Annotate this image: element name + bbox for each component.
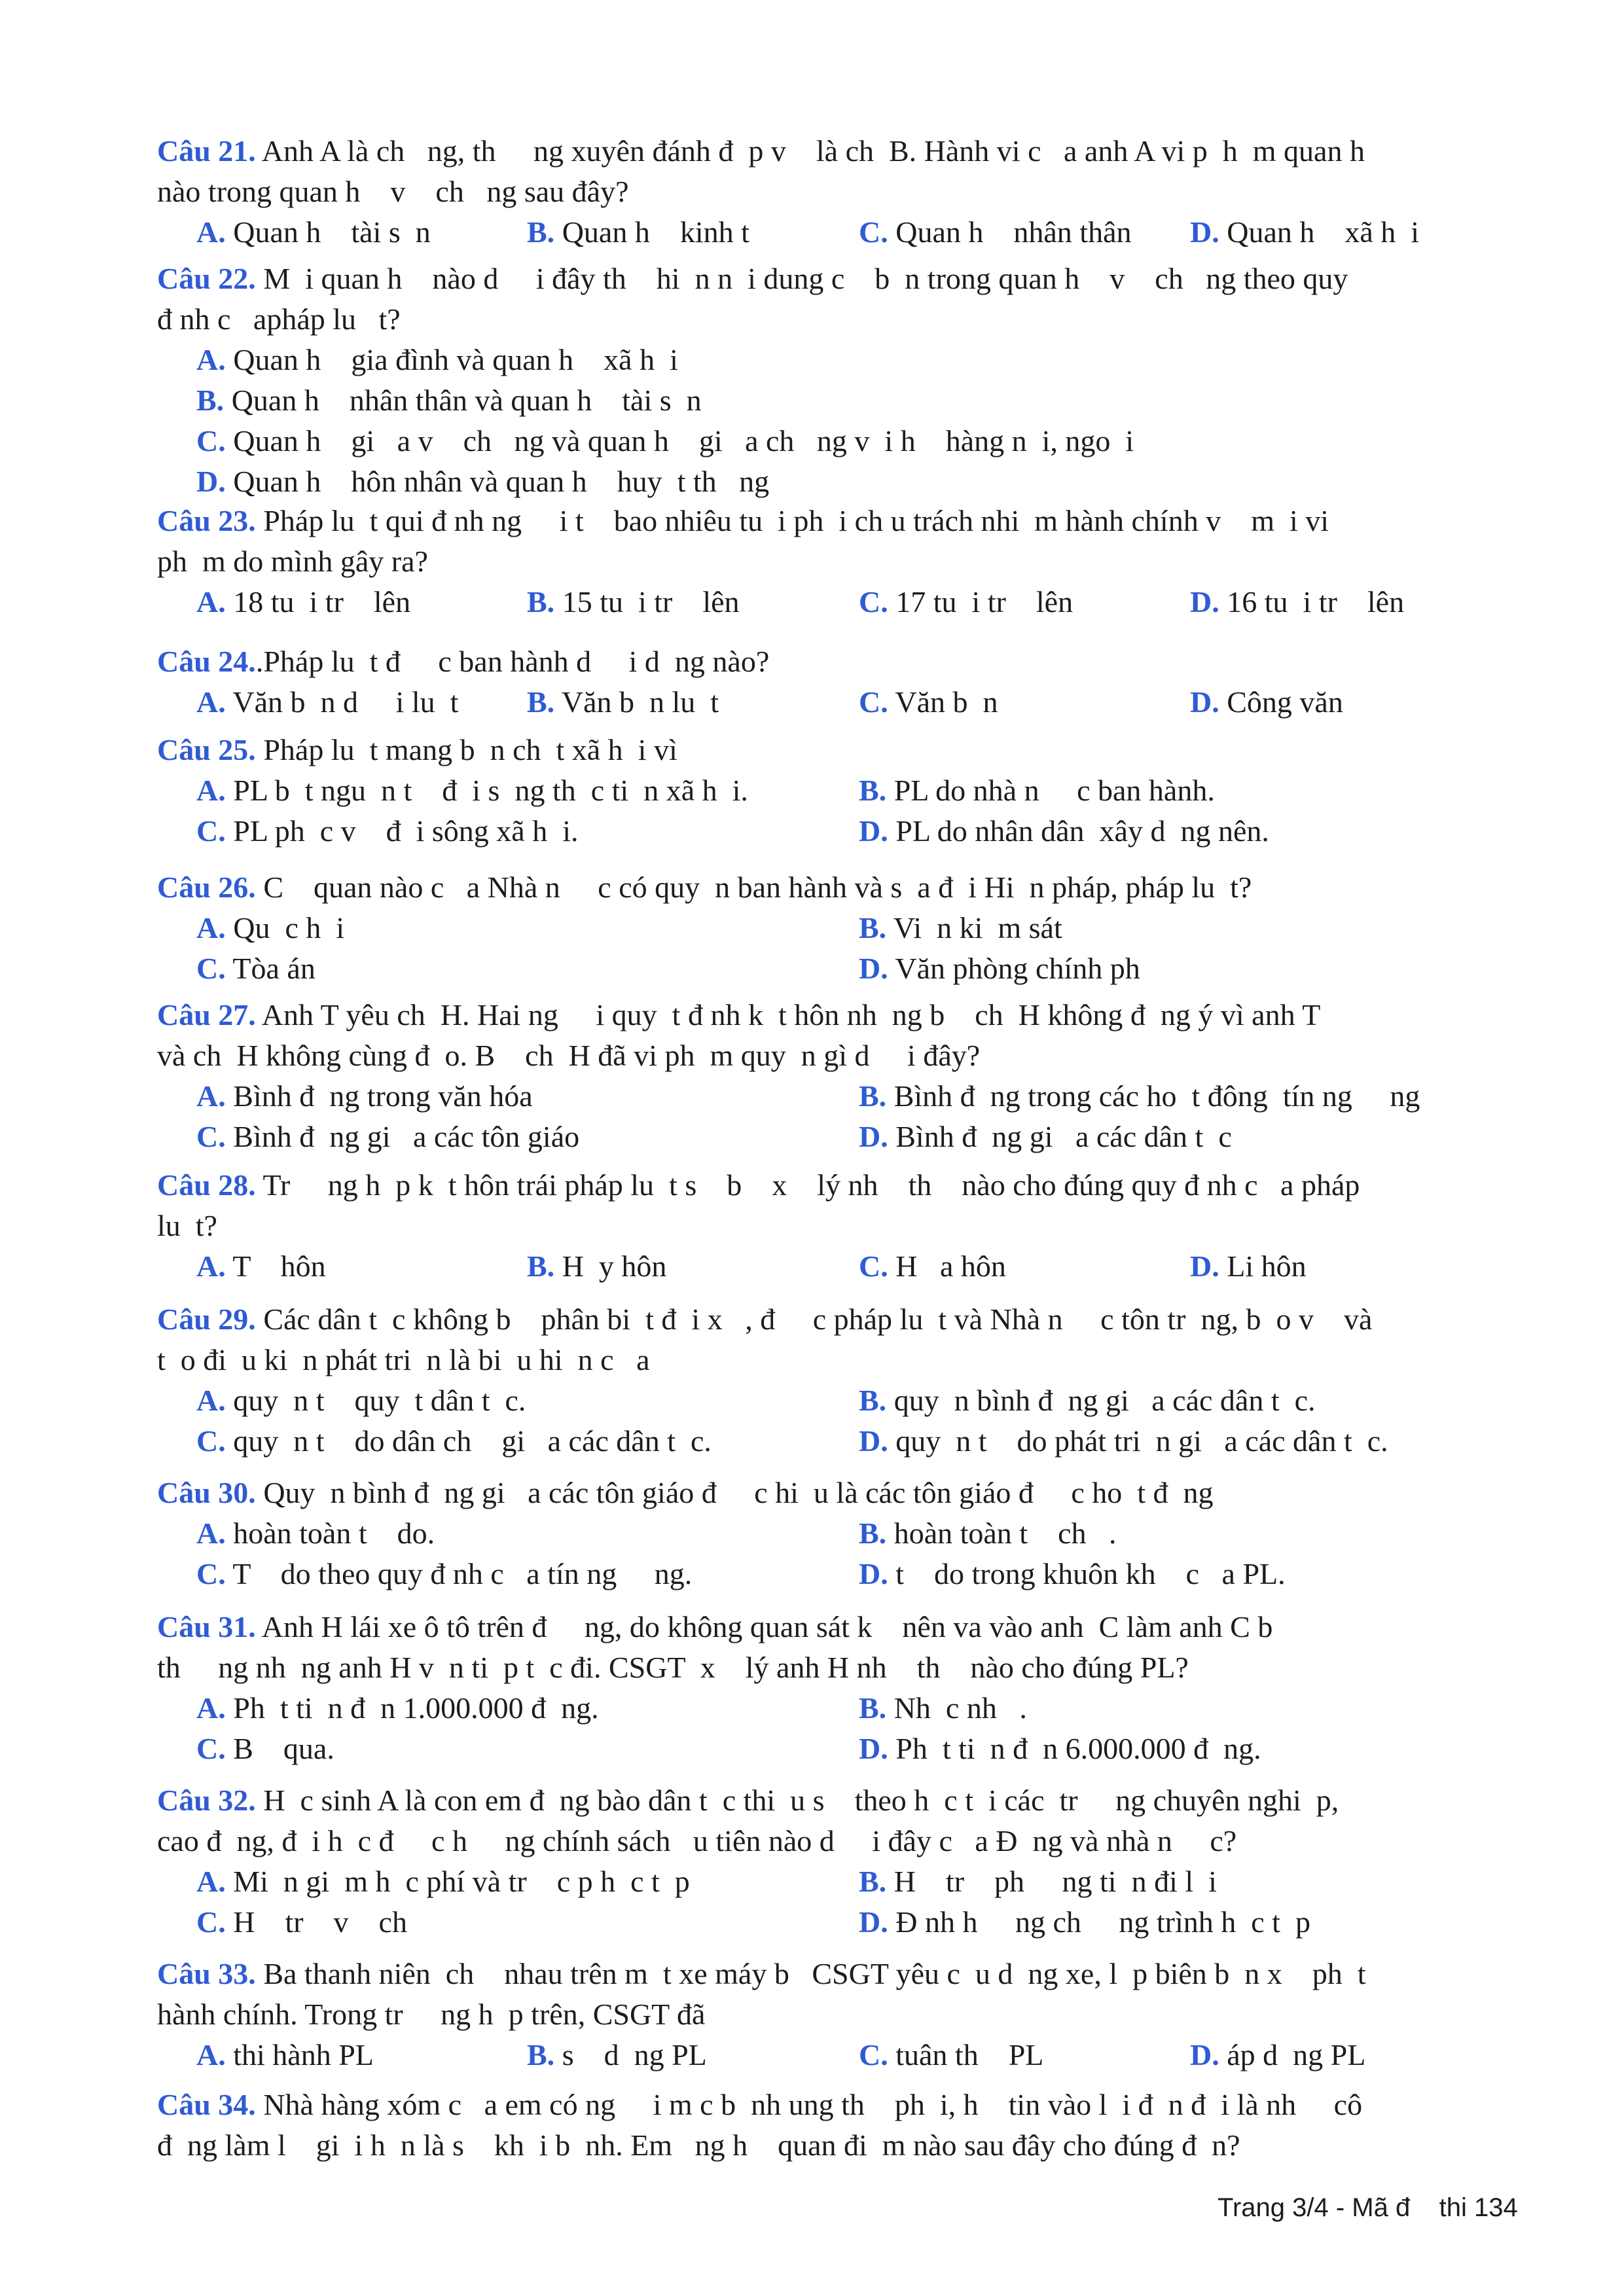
question-text-line	[157, 1607, 1558, 1647]
question-text-line	[157, 541, 1558, 582]
option-letter: D.	[859, 814, 888, 848]
option-letter: A.	[196, 911, 226, 944]
answer-option[interactable]	[859, 770, 1215, 811]
answer-option[interactable]	[196, 212, 431, 253]
option-letter: C.	[196, 1424, 226, 1458]
answer-option[interactable]	[196, 1688, 599, 1729]
option-row	[0, 1421, 1624, 1462]
answer-option[interactable]	[196, 1902, 407, 1943]
option-text: Văn phòng chính ph	[888, 952, 1140, 985]
option-text: Quan h hôn nhân và quan h huy t th ng	[225, 465, 770, 498]
question-text: Anh H lái xe ô tô trên đ ng, do không quan sát k nên va vào anh C làm anh C b	[255, 1610, 1273, 1643]
option-letter: C.	[196, 1732, 226, 1765]
option-text: PL do nhân dân xây d ng nên.	[888, 814, 1269, 848]
answer-option[interactable]	[1190, 682, 1343, 723]
option-letter: B.	[527, 215, 555, 249]
answer-option[interactable]	[196, 682, 458, 723]
option-letter: D.	[859, 1120, 888, 1153]
option-row	[0, 1688, 1624, 1729]
option-text: Ph t ti n đ n 1.000.000 đ ng.	[225, 1691, 599, 1725]
question-number: Câu 23.	[157, 504, 256, 537]
answer-option[interactable]	[859, 811, 1269, 852]
option-letter: A.	[196, 585, 226, 619]
option-text: Đ nh h ng ch ng trình h c t p	[888, 1905, 1310, 1939]
option-letter: D.	[859, 1905, 888, 1939]
option-letter: A.	[196, 1865, 226, 1898]
answer-option[interactable]	[196, 1076, 533, 1117]
answer-option[interactable]	[859, 582, 1073, 622]
option-text: Ph t ti n đ n 6.000.000 đ ng.	[888, 1732, 1261, 1765]
option-text: quy n t quy t dân t c.	[225, 1384, 526, 1417]
answer-option[interactable]	[859, 212, 1132, 253]
answer-option[interactable]	[859, 1513, 1117, 1554]
question-text: nào trong quan h v ch ng sau đây?	[157, 175, 629, 208]
answer-option[interactable]	[859, 1076, 1420, 1117]
option-row	[0, 380, 1624, 421]
option-letter: B.	[527, 1249, 555, 1283]
option-text: H tr ph ng ti n đi l i	[886, 1865, 1217, 1898]
answer-option[interactable]	[859, 1729, 1261, 1769]
question-number: Câu 31.	[157, 1610, 256, 1643]
option-row	[0, 2035, 1624, 2075]
answer-option[interactable]	[859, 2035, 1043, 2075]
answer-option[interactable]	[527, 1246, 666, 1287]
question-text-line	[157, 1299, 1558, 1340]
option-row	[0, 1117, 1624, 1157]
option-text: 18 tu i tr lên	[225, 585, 411, 619]
answer-option[interactable]	[196, 908, 344, 948]
option-letter: A.	[196, 774, 226, 807]
question-text-line	[157, 641, 1558, 682]
question-number: Câu 28.	[157, 1168, 256, 1202]
question-text-line	[157, 1206, 1558, 1246]
answer-option[interactable]	[196, 811, 579, 852]
question-text: Tr ng h p k t hôn trái pháp lu t s b x lý nh th nào cho đúng quy đ nh c a pháp	[255, 1168, 1360, 1202]
question-number: Câu 26.	[157, 870, 256, 904]
question-text: M i quan h nào d i đây th hi n n i dung c b n trong quan h v ch ng theo quy	[255, 262, 1348, 295]
answer-option[interactable]	[196, 582, 410, 622]
option-letter: A.	[196, 1079, 226, 1113]
option-row	[0, 582, 1624, 622]
question-number: Câu 29.	[157, 1302, 256, 1336]
option-text: Quan h nhân thân	[888, 215, 1132, 249]
option-letter: A.	[196, 1384, 226, 1417]
question-number: Câu 25.	[157, 733, 256, 766]
option-text: PL b t ngu n t đ i s ng th c ti n xã h i.	[225, 774, 748, 807]
option-letter: B.	[527, 685, 555, 719]
answer-option[interactable]	[527, 212, 749, 253]
option-letter: A.	[196, 215, 226, 249]
question-text-line	[157, 995, 1558, 1035]
question-text: đ nh c apháp lu t?	[157, 302, 401, 336]
answer-option[interactable]	[527, 582, 740, 622]
question-text-line	[157, 131, 1558, 171]
option-text: Qu c h i	[225, 911, 345, 944]
question-text: Nhà hàng xóm c a em có ng i m c b nh ung th ph i, h tin vào l i đ n đ i là nh cô	[255, 2088, 1363, 2121]
answer-option[interactable]	[859, 682, 998, 723]
question-text-line	[157, 1035, 1558, 1076]
option-row	[0, 1513, 1624, 1554]
answer-option[interactable]	[859, 1902, 1310, 1943]
answer-option[interactable]	[196, 1513, 435, 1554]
option-letter: C.	[196, 424, 226, 457]
question-text: và ch H không cùng đ o. B ch H đã vi ph m quy n gì d i đây?	[157, 1039, 981, 1072]
question-text: H c sinh A là con em đ ng bào dân t c thi u s theo h c t i các tr ng chuyên nghi p,	[255, 1784, 1339, 1817]
option-text: quy n t do dân ch gi a các dân t c.	[225, 1424, 712, 1458]
option-letter: B.	[527, 2038, 555, 2072]
option-text: hoàn toàn t ch .	[886, 1516, 1117, 1550]
option-text: H y hôn	[554, 1249, 667, 1283]
option-letter: B.	[859, 774, 887, 807]
question-text-line	[157, 1994, 1558, 2035]
option-text: Quan h kinh t	[554, 215, 749, 249]
question-text: Các dân t c không b phân bi t đ i x , đ c pháp lu t và Nhà n c tôn tr ng, b o v và	[255, 1302, 1373, 1336]
option-letter: D.	[1190, 685, 1219, 719]
answer-option[interactable]	[196, 770, 748, 811]
option-text: 15 tu i tr lên	[554, 585, 740, 619]
option-text: t do trong khuôn kh c a PL.	[888, 1557, 1286, 1590]
question-number: Câu 30.	[157, 1476, 256, 1509]
question-text-line	[157, 867, 1558, 908]
option-text: PL do nhà n c ban hành.	[886, 774, 1215, 807]
question-text: .Pháp lu t đ c ban hành d i d ng nào?	[255, 645, 770, 678]
option-row	[0, 421, 1624, 461]
option-row	[0, 461, 1624, 502]
option-letter: A.	[196, 343, 226, 376]
answer-option[interactable]	[1190, 1246, 1307, 1287]
option-row	[0, 212, 1624, 253]
question-text-line	[157, 259, 1558, 299]
option-letter: D.	[1190, 215, 1219, 249]
answer-option[interactable]	[196, 1554, 692, 1594]
question-number: Câu 24.	[157, 645, 256, 678]
option-text: Quan h tài s n	[225, 215, 431, 249]
option-text: Quan h nhân thân và quan h tài s n	[224, 384, 702, 417]
question-text-line	[157, 1340, 1558, 1380]
option-letter: D.	[1190, 585, 1219, 619]
question-text: ph m do mình gây ra?	[157, 545, 428, 578]
option-text: Vi n ki m sát	[886, 911, 1062, 944]
option-text: s d ng PL	[554, 2038, 707, 2072]
option-text: tuân th PL	[888, 2038, 1044, 2072]
answer-option[interactable]	[1190, 212, 1419, 253]
option-text: Văn b n d i lu t	[225, 685, 459, 719]
option-letter: D.	[196, 465, 226, 498]
option-row	[0, 1076, 1624, 1117]
answer-option[interactable]	[859, 1117, 1232, 1157]
option-text: Bình đ ng gi a các tôn giáo	[225, 1120, 580, 1153]
option-letter: A.	[196, 685, 226, 719]
option-text: Bình đ ng gi a các dân t c	[888, 1120, 1232, 1153]
question-text: hành chính. Trong tr ng h p trên, CSGT đã	[157, 1998, 706, 2031]
option-letter: A.	[196, 1249, 226, 1283]
answer-option[interactable]	[196, 421, 1134, 461]
option-text: B qua.	[225, 1732, 334, 1765]
option-letter: C.	[859, 685, 888, 719]
question-number: Câu 33.	[157, 1957, 256, 1990]
question-text-line	[157, 1165, 1558, 1206]
option-letter: C.	[196, 952, 226, 985]
option-letter: B.	[527, 585, 555, 619]
answer-option[interactable]	[196, 1380, 526, 1421]
option-text: thi hành PL	[225, 2038, 374, 2072]
question-text-line	[157, 1647, 1558, 1688]
answer-option[interactable]	[196, 1117, 579, 1157]
option-row	[0, 682, 1624, 723]
option-letter: B.	[859, 1079, 887, 1113]
question-text-line	[157, 2085, 1558, 2125]
option-text: Bình đ ng trong văn hóa	[225, 1079, 533, 1113]
answer-option[interactable]	[859, 1861, 1217, 1902]
question-text: Anh T yêu ch H. Hai ng i quy t đ nh k t hôn nh ng b ch H không đ ng ý vì anh T	[255, 998, 1321, 1031]
question-text: Pháp lu t qui đ nh ng i t bao nhiêu tu i ph i ch u trách nhi m hành chính v m i vi	[255, 504, 1329, 537]
answer-option[interactable]	[859, 1246, 1006, 1287]
answer-option[interactable]	[1190, 2035, 1365, 2075]
option-letter: D.	[1190, 2038, 1219, 2072]
option-letter: C.	[859, 1249, 888, 1283]
answer-option[interactable]	[527, 682, 719, 723]
answer-option[interactable]	[859, 1688, 1027, 1729]
option-text: quy n bình đ ng gi a các dân t c.	[886, 1384, 1316, 1417]
question-text: lu t?	[157, 1209, 217, 1242]
option-letter: C.	[859, 2038, 888, 2072]
question-text: Quy n bình đ ng gi a các tôn giáo đ c hi u là các tôn giáo đ c ho t đ ng	[255, 1476, 1214, 1509]
answer-option[interactable]	[196, 948, 316, 989]
option-letter: B.	[196, 384, 225, 417]
option-text: Công văn	[1219, 685, 1343, 719]
option-text: Mi n gi m h c phí và tr c p h c t p	[225, 1865, 690, 1898]
question-number: Câu 21.	[157, 134, 256, 168]
answer-option[interactable]	[196, 2035, 374, 2075]
answer-option[interactable]	[196, 340, 678, 380]
answer-option[interactable]	[859, 1554, 1286, 1594]
question-number: Câu 27.	[157, 998, 256, 1031]
option-row	[0, 770, 1624, 811]
option-letter: D.	[859, 1732, 888, 1765]
question-number: Câu 22.	[157, 262, 256, 295]
answer-option[interactable]	[859, 1421, 1388, 1462]
option-text: Quan h gia đình và quan h xã h i	[225, 343, 678, 376]
option-row	[0, 811, 1624, 852]
option-letter: B.	[859, 1384, 887, 1417]
answer-option[interactable]	[196, 461, 769, 502]
option-text: Nh c nh .	[886, 1691, 1027, 1725]
option-text: T do theo quy đ nh c a tín ng ng.	[225, 1557, 693, 1590]
answer-option[interactable]	[196, 1421, 712, 1462]
option-row	[0, 1902, 1624, 1943]
option-text: T hôn	[225, 1249, 326, 1283]
answer-option[interactable]	[1190, 582, 1404, 622]
option-text: Quan h gi a v ch ng và quan h gi a ch ng v i h hàng n i, ngo i	[225, 424, 1134, 457]
question-text: Anh A là ch ng, th ng xuyên đánh đ p v là ch B. Hành vi c a anh A vi p h m quan h	[255, 134, 1365, 168]
option-text: Bình đ ng trong các ho t đông tín ng ng	[886, 1079, 1420, 1113]
option-text: quy n t do phát tri n gi a các dân t c.	[888, 1424, 1388, 1458]
option-letter: A.	[196, 2038, 226, 2072]
question-text: cao đ ng, đ i h c đ c h ng chính sách u tiên nào d i đây c a Đ ng và nhà n c?	[157, 1824, 1237, 1857]
question-text-line	[157, 1954, 1558, 1994]
option-letter: C.	[196, 1557, 226, 1590]
option-letter: D.	[859, 1557, 888, 1590]
question-text: Ba thanh niên ch nhau trên m t xe máy b CSGT yêu c u d ng xe, l p biên b n x ph t	[255, 1957, 1366, 1990]
option-row	[0, 1246, 1624, 1287]
option-letter: B.	[859, 1691, 887, 1725]
option-letter: C.	[859, 215, 888, 249]
option-letter: B.	[859, 1865, 887, 1898]
option-text: 16 tu i tr lên	[1219, 585, 1405, 619]
answer-option[interactable]	[527, 2035, 707, 2075]
option-text: Quan h xã h i	[1219, 215, 1420, 249]
option-row	[0, 1861, 1624, 1902]
question-text-line	[157, 501, 1558, 541]
option-letter: B.	[859, 911, 887, 944]
question-text-line	[157, 2125, 1558, 2166]
answer-option[interactable]	[859, 908, 1062, 948]
question-text-line	[157, 730, 1558, 770]
answer-option[interactable]	[859, 1380, 1316, 1421]
option-letter: D.	[1190, 1249, 1219, 1283]
question-text: t o đi u ki n phát tri n là bi u hi n c a	[157, 1343, 650, 1376]
option-row	[0, 340, 1624, 380]
option-row	[0, 948, 1624, 989]
question-text-line	[157, 171, 1558, 212]
option-text: H a hôn	[888, 1249, 1006, 1283]
option-letter: A.	[196, 1516, 226, 1550]
option-text: Li hôn	[1219, 1249, 1307, 1283]
question-number: Câu 32.	[157, 1784, 256, 1817]
question-text-line	[157, 1780, 1558, 1821]
answer-option[interactable]	[196, 1861, 690, 1902]
option-letter: A.	[196, 1691, 226, 1725]
question-text: đ ng làm l gi i h n là s kh i b nh. Em ng h quan đi m nào sau đây cho đúng đ n?	[157, 2128, 1240, 2162]
option-letter: C.	[196, 814, 226, 848]
option-letter: C.	[859, 585, 888, 619]
question-text: Pháp lu t mang b n ch t xã h i vì	[255, 733, 677, 766]
option-row	[0, 1380, 1624, 1421]
option-row	[0, 1729, 1624, 1769]
option-row	[0, 908, 1624, 948]
page-footer: Trang 3/4 - Mã đ thi 134	[1218, 2193, 1518, 2222]
option-letter: C.	[196, 1905, 226, 1939]
question-text-line	[157, 299, 1558, 340]
option-text: hoàn toàn t do.	[225, 1516, 435, 1550]
option-row	[0, 1554, 1624, 1594]
question-text: C quan nào c a Nhà n c có quy n ban hành và s a đ i Hi n pháp, pháp lu t?	[255, 870, 1252, 904]
question-number: Câu 34.	[157, 2088, 256, 2121]
answer-option[interactable]	[196, 1246, 326, 1287]
option-letter: D.	[859, 952, 888, 985]
answer-option[interactable]	[196, 380, 702, 421]
option-text: H tr v ch	[225, 1905, 407, 1939]
question-text-line	[157, 1821, 1558, 1861]
option-text: Văn b n lu t	[554, 685, 719, 719]
option-text: áp d ng PL	[1219, 2038, 1366, 2072]
option-text: PL ph c v đ i sông xã h i.	[225, 814, 579, 848]
question-text: th ng nh ng anh H v n ti p t c đi. CSGT x lý anh H nh th nào cho đúng PL?	[157, 1651, 1189, 1684]
answer-option[interactable]	[196, 1729, 334, 1769]
option-letter: C.	[196, 1120, 226, 1153]
option-letter: D.	[859, 1424, 888, 1458]
option-letter: B.	[859, 1516, 887, 1550]
answer-option[interactable]	[859, 948, 1140, 989]
question-text-line	[157, 1473, 1558, 1513]
option-text: Tòa án	[225, 952, 316, 985]
option-text: 17 tu i tr lên	[888, 585, 1074, 619]
option-text: Văn b n	[888, 685, 998, 719]
